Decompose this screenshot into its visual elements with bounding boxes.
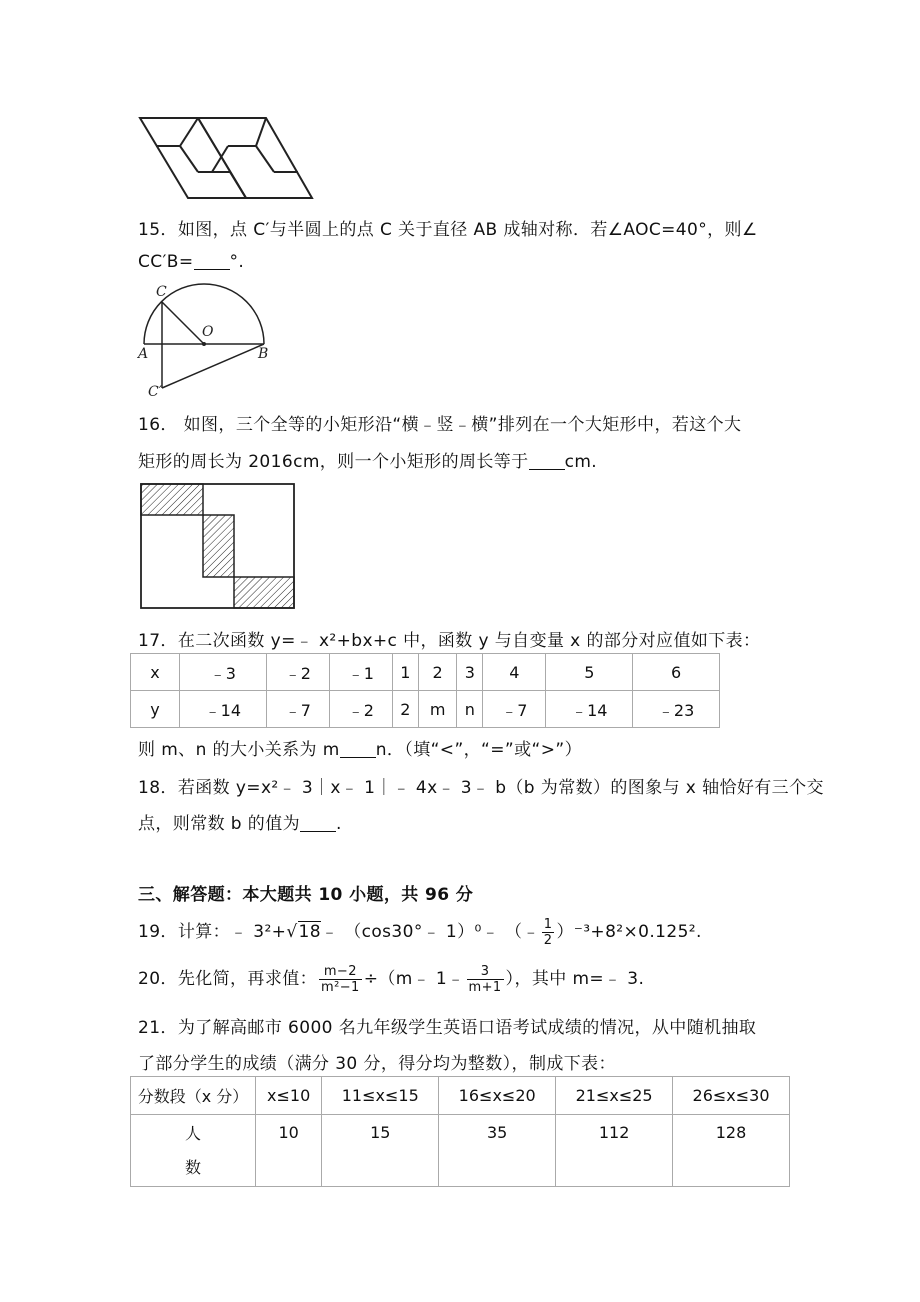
- rectangles-figure: [138, 482, 298, 610]
- table-cell: 112: [556, 1115, 673, 1187]
- q15-line2: CC′B= °.: [138, 252, 245, 272]
- answer-blank[interactable]: [340, 741, 376, 758]
- table-cell: 128: [673, 1115, 790, 1187]
- q17-after: 则 m、n 的大小关系为 m n．（填“<”，“=”或“>”）: [138, 740, 582, 760]
- table-cell: x: [131, 654, 180, 691]
- table-cell: ﹣3: [180, 654, 267, 691]
- q21-line2: 了部分学生的成绩（满分 30 分，得分均为整数），制成下表：: [138, 1054, 616, 1074]
- q16-line1: 16． 如图，三个全等的小矩形沿“横﹣竖﹣横”排列在一个大矩形中，若这个大: [138, 415, 742, 435]
- q18-line2: 点，则常数 b 的值为 .: [138, 814, 342, 834]
- q16-line2: 矩形的周长为 2016cm，则一个小矩形的周长等于 cm.: [138, 452, 598, 472]
- label-c: C: [156, 284, 167, 300]
- fraction: $\frac{m-2}{\text{m²−1}}$: [321, 963, 360, 995]
- section-title: 三、解答题：本大题共 10 小题，共 96 分: [138, 885, 474, 905]
- table-cell: ﹣14: [180, 691, 267, 728]
- table-cell: n: [457, 691, 483, 728]
- q21-table: [130, 1076, 790, 1187]
- table-cell: 2: [392, 691, 418, 728]
- table-cell: ﹣23: [633, 691, 720, 728]
- table-cell: 4: [483, 654, 546, 691]
- parallelogram-pattern-figure: [136, 112, 316, 204]
- table-cell: 人 数: [131, 1115, 256, 1187]
- table-header: 26≤x≤30: [673, 1077, 790, 1115]
- table-header: 21≤x≤25: [556, 1077, 673, 1115]
- table-cell: y: [131, 691, 180, 728]
- table-cell: 1: [392, 654, 418, 691]
- fraction: $\frac{1}{2}$: [543, 916, 553, 948]
- q20-line: 20．先化简，再求值： $\frac{m-2}{\text{m²−1}}$ ÷（m﹣ 1﹣ $\frac{3}{m+1}$ ），其中 m=﹣ 3.: [138, 963, 645, 995]
- table-header: 16≤x≤20: [439, 1077, 556, 1115]
- table-header: 11≤x≤15: [322, 1077, 439, 1115]
- table-row: [131, 691, 720, 728]
- table-cell: 5: [546, 654, 633, 691]
- label-c-prime: C′: [148, 384, 162, 400]
- label-b: B: [258, 346, 269, 362]
- q18-line1: 18．若函数 y=x²﹣ 3｜x﹣ 1｜﹣ 4x﹣ 3﹣ b（b 为常数）的图象与 x 轴恰好有三个交: [138, 778, 824, 798]
- q19-line: 19．计算：﹣ 3²+√18﹣ （cos30°﹣ 1）⁰﹣ （﹣ $\frac{1}{2}$ ）⁻³+8²×0.125².: [138, 916, 702, 948]
- answer-blank[interactable]: [194, 253, 230, 270]
- semicircle-figure: [136, 280, 276, 400]
- q15-line1: 15．如图，点 C′与半圆上的点 C 关于直径 AB 成轴对称．若∠AOC=40°，则∠: [138, 220, 758, 240]
- answer-blank[interactable]: [300, 815, 336, 832]
- table-cell: 35: [439, 1115, 556, 1187]
- table-cell: ﹣7: [483, 691, 546, 728]
- table-cell: 10: [256, 1115, 322, 1187]
- q17-table: [130, 653, 720, 728]
- label-a: A: [138, 346, 149, 362]
- table-cell: 2: [418, 654, 457, 691]
- table-cell: ﹣2: [266, 654, 329, 691]
- table-cell: 3: [457, 654, 483, 691]
- table-cell: ﹣2: [329, 691, 392, 728]
- table-row: [131, 1115, 790, 1187]
- table-header: 分数段（x 分）: [131, 1077, 256, 1115]
- table-cell: 15: [322, 1115, 439, 1187]
- q21-line1: 21．为了解高邮市 6000 名九年级学生英语口语考试成绩的情况，从中随机抽取: [138, 1018, 757, 1038]
- q17-intro: 17．在二次函数 y=﹣ x²+bx+c 中，函数 y 与自变量 x 的部分对应值如下表：: [138, 631, 761, 651]
- table-cell: 6: [633, 654, 720, 691]
- table-cell: ﹣7: [266, 691, 329, 728]
- table-row: [131, 1077, 790, 1115]
- sqrt-radicand: 18: [298, 922, 321, 942]
- answer-blank[interactable]: [529, 453, 565, 470]
- table-cell: ﹣1: [329, 654, 392, 691]
- fraction: $\frac{3}{m+1}$: [468, 963, 502, 995]
- table-row: [131, 654, 720, 691]
- table-cell: ﹣14: [546, 691, 633, 728]
- table-header: x≤10: [256, 1077, 322, 1115]
- label-o: O: [202, 324, 214, 340]
- table-cell: m: [418, 691, 457, 728]
